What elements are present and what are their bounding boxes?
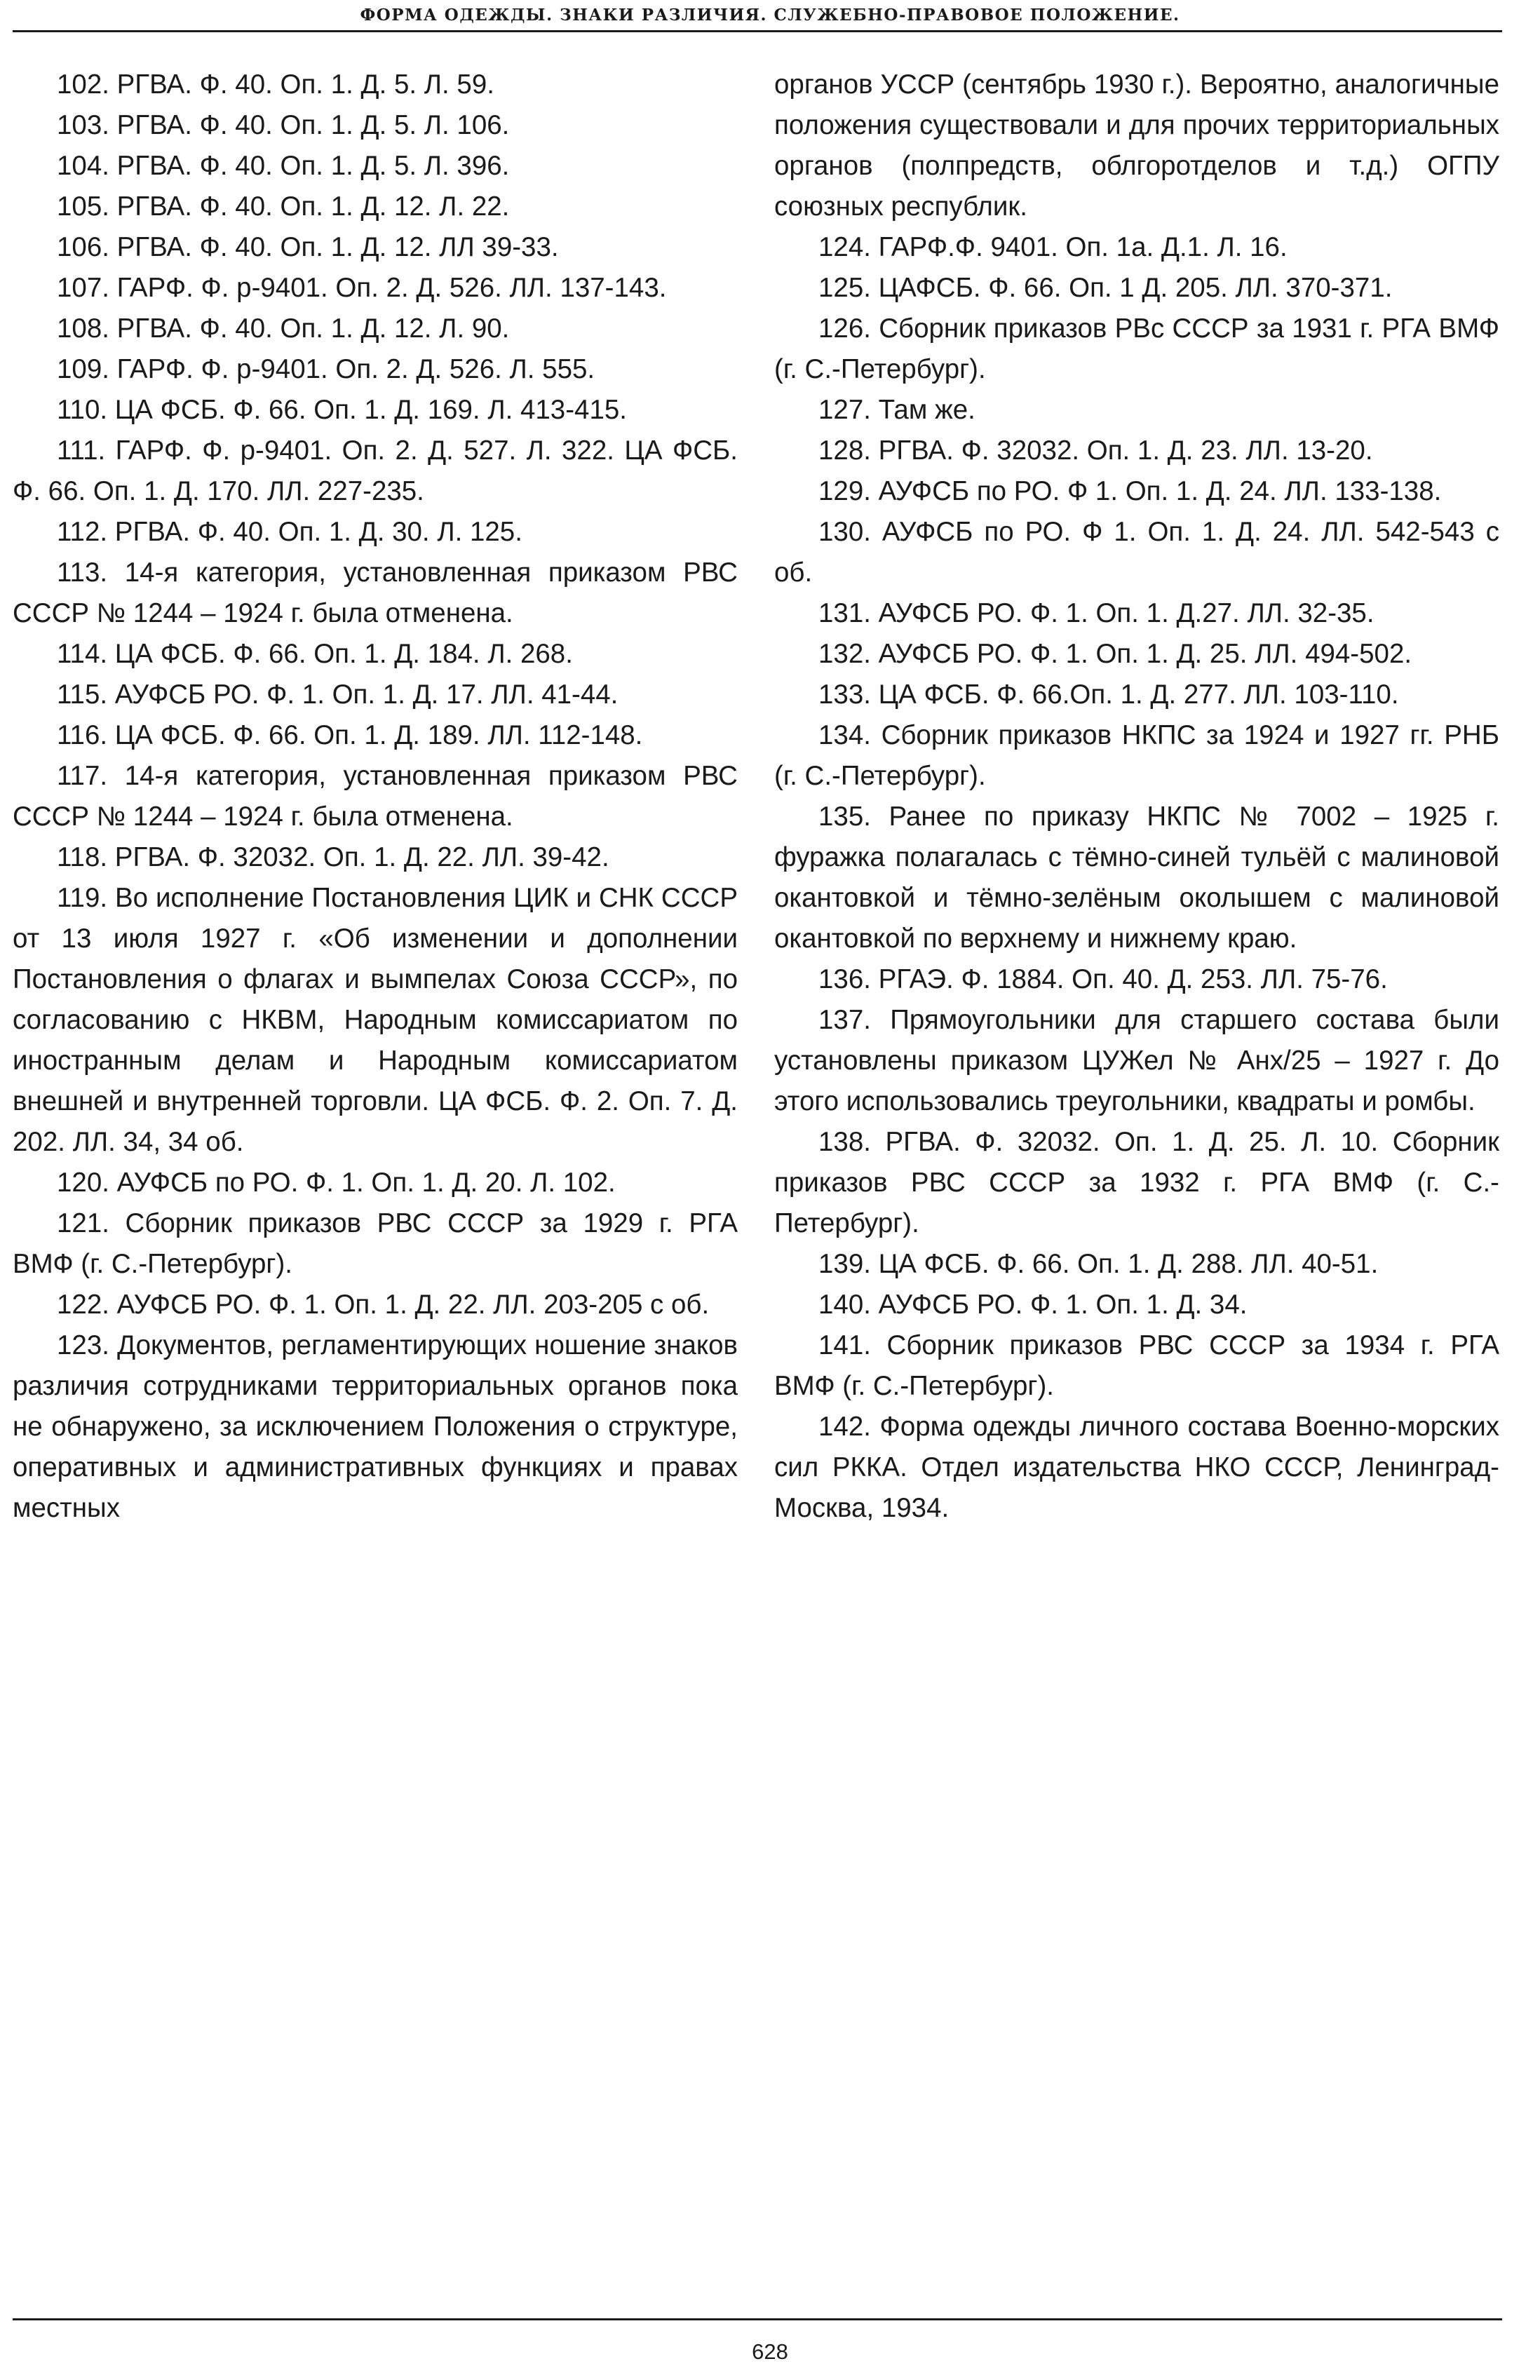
endnote: 133. ЦА ФСБ. Ф. 66.Оп. 1. Д. 277. ЛЛ. 103-110. <box>818 679 1399 710</box>
endnote: 117. 14-я категория, установленная приказом РВС СССР № 1244 – 1924 г. была отменена. <box>13 761 738 832</box>
endnote: 120. АУФСБ по РО. Ф. 1. Оп. 1. Д. 20. Л. 102. <box>57 1168 616 1198</box>
endnote: 137. Прямоугольники для старшего состава были установлены приказом ЦУЖел № Анх/25 – 1927 г. До этого использовались треугольники, квадраты и ромбы. <box>774 1005 1499 1116</box>
endnote: 135. Ранее по приказу НКПС № 7002 – 1925 г. фуражка полагалась с тёмно-синей тульёй с малиновой окантовкой и тёмно-зелёным околышем с малиновой окантовкой по верхнему и нижнему краю. <box>774 802 1499 954</box>
endnote: 116. ЦА ФСБ. Ф. 66. Оп. 1. Д. 189. ЛЛ. 112-148. <box>57 720 643 750</box>
endnote: 105. РГВА. Ф. 40. Оп. 1. Д. 12. Л. 22. <box>57 191 510 222</box>
endnote: 139. ЦА ФСБ. Ф. 66. Оп. 1. Д. 288. ЛЛ. 40-51. <box>818 1249 1379 1279</box>
endnote: 141. Сборник приказов РВС СССР за 1934 г. РГА ВМФ (г. С.-Петербург). <box>774 1330 1499 1401</box>
endnote: 113. 14-я категория, установленная приказом РВС СССР № 1244 – 1924 г. была отменена. <box>13 557 738 628</box>
endnote: 132. АУФСБ РО. Ф. 1. Оп. 1. Д. 25. ЛЛ. 494-502. <box>818 639 1412 669</box>
notes-column-right <box>774 65 1499 1529</box>
endnote: 140. АУФСБ РО. Ф. 1. Оп. 1. Д. 34. <box>818 1290 1248 1320</box>
endnote: 108. РГВА. Ф. 40. Оп. 1. Д. 12. Л. 90. <box>57 313 510 344</box>
endnote: 104. РГВА. Ф. 40. Оп. 1. Д. 5. Л. 396. <box>57 151 510 181</box>
header-rule <box>13 30 1502 32</box>
running-header: ФОРМА ОДЕЖДЫ. ЗНАКИ РАЗЛИЧИЯ. СЛУЖЕБНО-ПРАВОВОЕ ПОЛОЖЕНИЕ. <box>360 6 1180 25</box>
endnote: 112. РГВА. Ф. 40. Оп. 1. Д. 30. Л. 125. <box>57 517 522 547</box>
endnote: 136. РГАЭ. Ф. 1884. Оп. 40. Д. 253. ЛЛ. 75-76. <box>818 964 1388 994</box>
endnote: 128. РГВА. Ф. 32032. Оп. 1. Д. 23. ЛЛ. 13-20. <box>818 435 1373 466</box>
endnote: 114. ЦА ФСБ. Ф. 66. Оп. 1. Д. 184. Л. 268. <box>57 639 573 669</box>
endnote: 102. РГВА. Ф. 40. Оп. 1. Д. 5. Л. 59. <box>57 69 494 100</box>
page-number: 628 <box>752 2339 788 2364</box>
endnote: органов УССР (сентябрь 1930 г.). Вероятно, аналогичные положения существовали и для прочих территориальных органов (полпредств, облгоротделов и т.д.) ОГПУ союзных республик. <box>774 69 1499 222</box>
endnote: 106. РГВА. Ф. 40. Оп. 1. Д. 12. ЛЛ 39-33. <box>57 232 559 262</box>
endnote: 121. Сборник приказов РВС СССР за 1929 г. РГА ВМФ (г. С.-Петербург). <box>13 1208 738 1279</box>
endnote: 111. ГАРФ. Ф. р-9401. Оп. 2. Д. 527. Л. 322. ЦА ФСБ. Ф. 66. Оп. 1. Д. 170. ЛЛ. 227-235. <box>13 435 738 506</box>
endnote: 118. РГВА. Ф. 32032. Оп. 1. Д. 22. ЛЛ. 39-42. <box>57 842 609 872</box>
endnote: 122. АУФСБ РО. Ф. 1. Оп. 1. Д. 22. ЛЛ. 203-205 с об. <box>57 1290 710 1320</box>
footer-rule <box>13 2318 1502 2320</box>
endnote: 130. АУФСБ по РО. Ф 1. Оп. 1. Д. 24. ЛЛ. 542-543 с об. <box>774 517 1499 588</box>
endnote: 119. Во исполнение Постановления ЦИК и СНК СССР от 13 июля 1927 г. «Об изменении и дополнении Постановления о флагах и вымпелах Союза СССР», по согласованию с НКВМ, Народным комиссариатом по иностранным делам и Народным комиссариатом внешней и внутренней торговли. ЦА ФСБ. Ф. 2. Оп. 7. Д. 202. ЛЛ. 34, 34 об. <box>13 883 738 1157</box>
endnote: 123. Документов, регламентирующих ношение знаков различия сотрудниками территориальных органов пока не обнаружено, за исключением Положения о структуре, оперативных и административных функциях и правах местных <box>13 1330 738 1523</box>
endnote: 110. ЦА ФСБ. Ф. 66. Оп. 1. Д. 169. Л. 413-415. <box>57 395 627 425</box>
endnote: 127. Там же. <box>818 395 975 425</box>
endnote: 125. ЦАФСБ. Ф. 66. Оп. 1 Д. 205. ЛЛ. 370-371. <box>818 273 1393 303</box>
endnote: 126. Сборник приказов РВс СССР за 1931 г. РГА ВМФ (г. С.-Петербург). <box>774 313 1499 384</box>
endnote: 131. АУФСБ РО. Ф. 1. Оп. 1. Д.27. ЛЛ. 32-35. <box>818 598 1374 628</box>
endnote: 134. Сборник приказов НКПС за 1924 и 1927 гг. РНБ (г. С.-Петербург). <box>774 720 1499 791</box>
endnote: 115. АУФСБ РО. Ф. 1. Оп. 1. Д. 17. ЛЛ. 41-44. <box>57 679 619 710</box>
endnote: 138. РГВА. Ф. 32032. Оп. 1. Д. 25. Л. 10. Сборник приказов РВС СССР за 1932 г. РГА ВМФ (г. С.-Петербург). <box>774 1127 1499 1238</box>
endnote: 142. Форма одежды личного состава Военно-морских сил РККА. Отдел издательства НКО СССР, Ленинград-Москва, 1934. <box>774 1412 1499 1523</box>
endnote: 124. ГАРФ.Ф. 9401. Оп. 1а. Д.1. Л. 16. <box>818 232 1288 262</box>
endnote: 129. АУФСБ по РО. Ф 1. Оп. 1. Д. 24. ЛЛ. 133-138. <box>818 476 1442 506</box>
endnote: 109. ГАРФ. Ф. р-9401. Оп. 2. Д. 526. Л. 555. <box>57 354 595 384</box>
endnote: 107. ГАРФ. Ф. р-9401. Оп. 2. Д. 526. ЛЛ. 137-143. <box>57 273 667 303</box>
notes-column-left <box>13 65 738 1529</box>
endnote: 103. РГВА. Ф. 40. Оп. 1. Д. 5. Л. 106. <box>57 110 510 140</box>
